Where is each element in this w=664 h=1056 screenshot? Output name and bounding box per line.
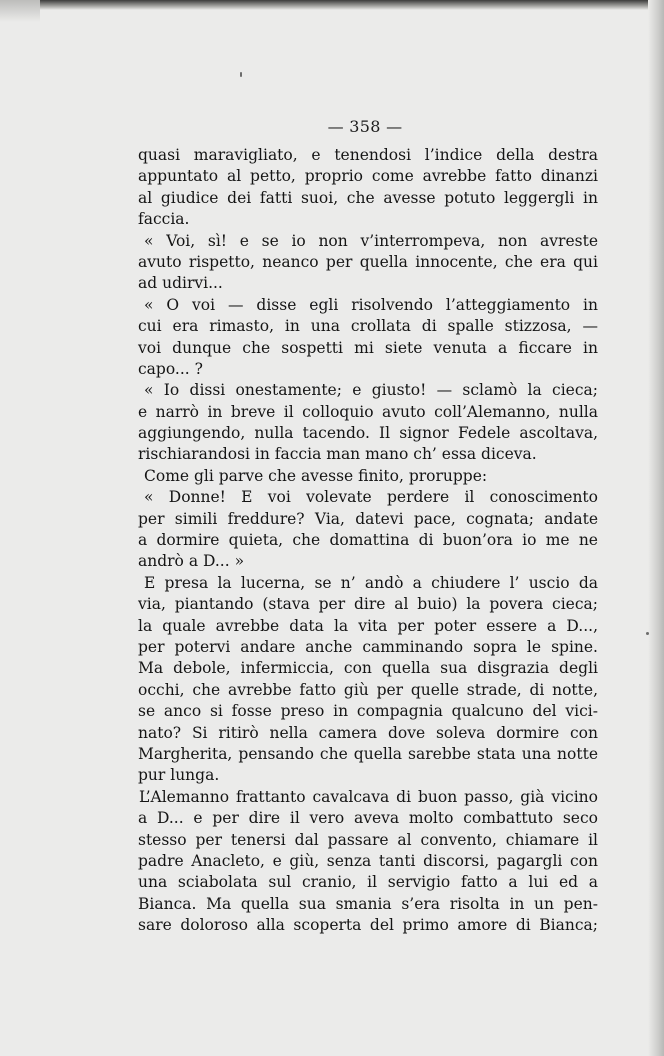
text-line: L’Alemanno frattanto cavalcava di buon passo, già vicino: [139, 787, 598, 806]
text-line: capo... ?: [138, 359, 203, 378]
text-line: appuntato al petto, proprio come avrebbe fatto dinanzi: [138, 167, 598, 186]
text-line: per simili freddure? Via, datevi pace, cognata; andate: [138, 509, 598, 528]
text-line: cui era rimasto, in una crollata di spalle stizzosa, —: [138, 317, 598, 336]
text-line: quasi maravigliato, e tenendosi l’indice della destra: [138, 146, 598, 164]
text-line: nato? Si ritirò nella camera dove soleva dormire con: [138, 723, 598, 742]
text-line: E presa la lucerna, se n’ andò a chiudere l’ uscio da: [144, 573, 598, 592]
text-line: Bianca. Ma quella sua smania s’era risolta in un pen-: [138, 894, 598, 913]
text-line: « Voi, sì! e se io non v’interrompeva, non avreste: [144, 231, 598, 250]
text-line: rischiarandosi in faccia man mano ch’ essa diceva.: [138, 445, 537, 464]
text-line: se anco si fosse preso in compagnia qualcuno del vici-: [138, 702, 598, 721]
text-line: « Donne! E voi volevate perdere il conoscimento: [144, 488, 598, 507]
text-line: « O voi — disse egli risolvendo l’atteggiamento in: [144, 295, 598, 314]
text-line: ad udirvi...: [138, 274, 223, 293]
text-line: andrò a D... »: [138, 552, 245, 571]
text-line: faccia.: [138, 210, 190, 229]
text-line: « Io dissi onestamente; e giusto! — sclamò la cieca;: [144, 381, 598, 400]
text-line: voi dunque che sospetti mi siete venuta a ficcare in: [138, 338, 598, 357]
text-line: Margherita, pensando che quella sarebbe stata una notte: [138, 744, 598, 763]
text-line: padre Anacleto, e giù, senza tanti discorsi, pagargli con: [138, 851, 598, 870]
text-line: al giudice dei fatti suoi, che avesse potuto leggergli in: [138, 188, 598, 207]
page-right-edge: [648, 0, 664, 1056]
text-line: Ma debole, infermiccia, con quella sua disgrazia degli: [138, 659, 598, 678]
text-line: aggiungendo, nulla tacendo. Il signor Fedele ascoltava,: [138, 424, 598, 443]
text-line: e narrò in breve il colloquio avuto coll’Alemanno, nulla: [138, 402, 598, 421]
page-number: — 358 —: [327, 117, 403, 136]
text-line: la quale avrebbe data la vita per poter essere a D...,: [138, 616, 598, 635]
text-line: a dormire quieta, che domattina di buon’ora io me ne: [138, 531, 598, 550]
text-line: via, piantando (stava per dire al buio) la povera cieca;: [138, 595, 598, 614]
text-line: sare doloroso alla scoperta del primo amore di Bianca;: [138, 916, 598, 935]
text-line: pur lunga.: [138, 766, 220, 785]
text-line: avuto rispetto, neanco per quella innocente, che era qui: [138, 252, 598, 271]
text-line: Come gli parve che avesse finito, proruppe:: [144, 466, 488, 485]
body-text: [138, 145, 598, 936]
text-line: occhi, che avrebbe fatto giù per quelle strade, di notte,: [138, 680, 598, 699]
text-line: per potervi andare anche camminando sopra le spine.: [138, 637, 598, 656]
text-line: stesso per tenersi dal passare al convento, chiamare il: [138, 830, 598, 849]
paper-speck: [240, 72, 242, 77]
paper-speck: [646, 632, 649, 635]
text-line: a D... e per dire il vero aveva molto combattuto seco: [138, 809, 598, 828]
text-line: una sciabolata sul cranio, il servigio fatto a lui ed a: [138, 873, 598, 892]
page-top-edge: [0, 0, 664, 10]
page-corner-shadow: [0, 0, 40, 22]
